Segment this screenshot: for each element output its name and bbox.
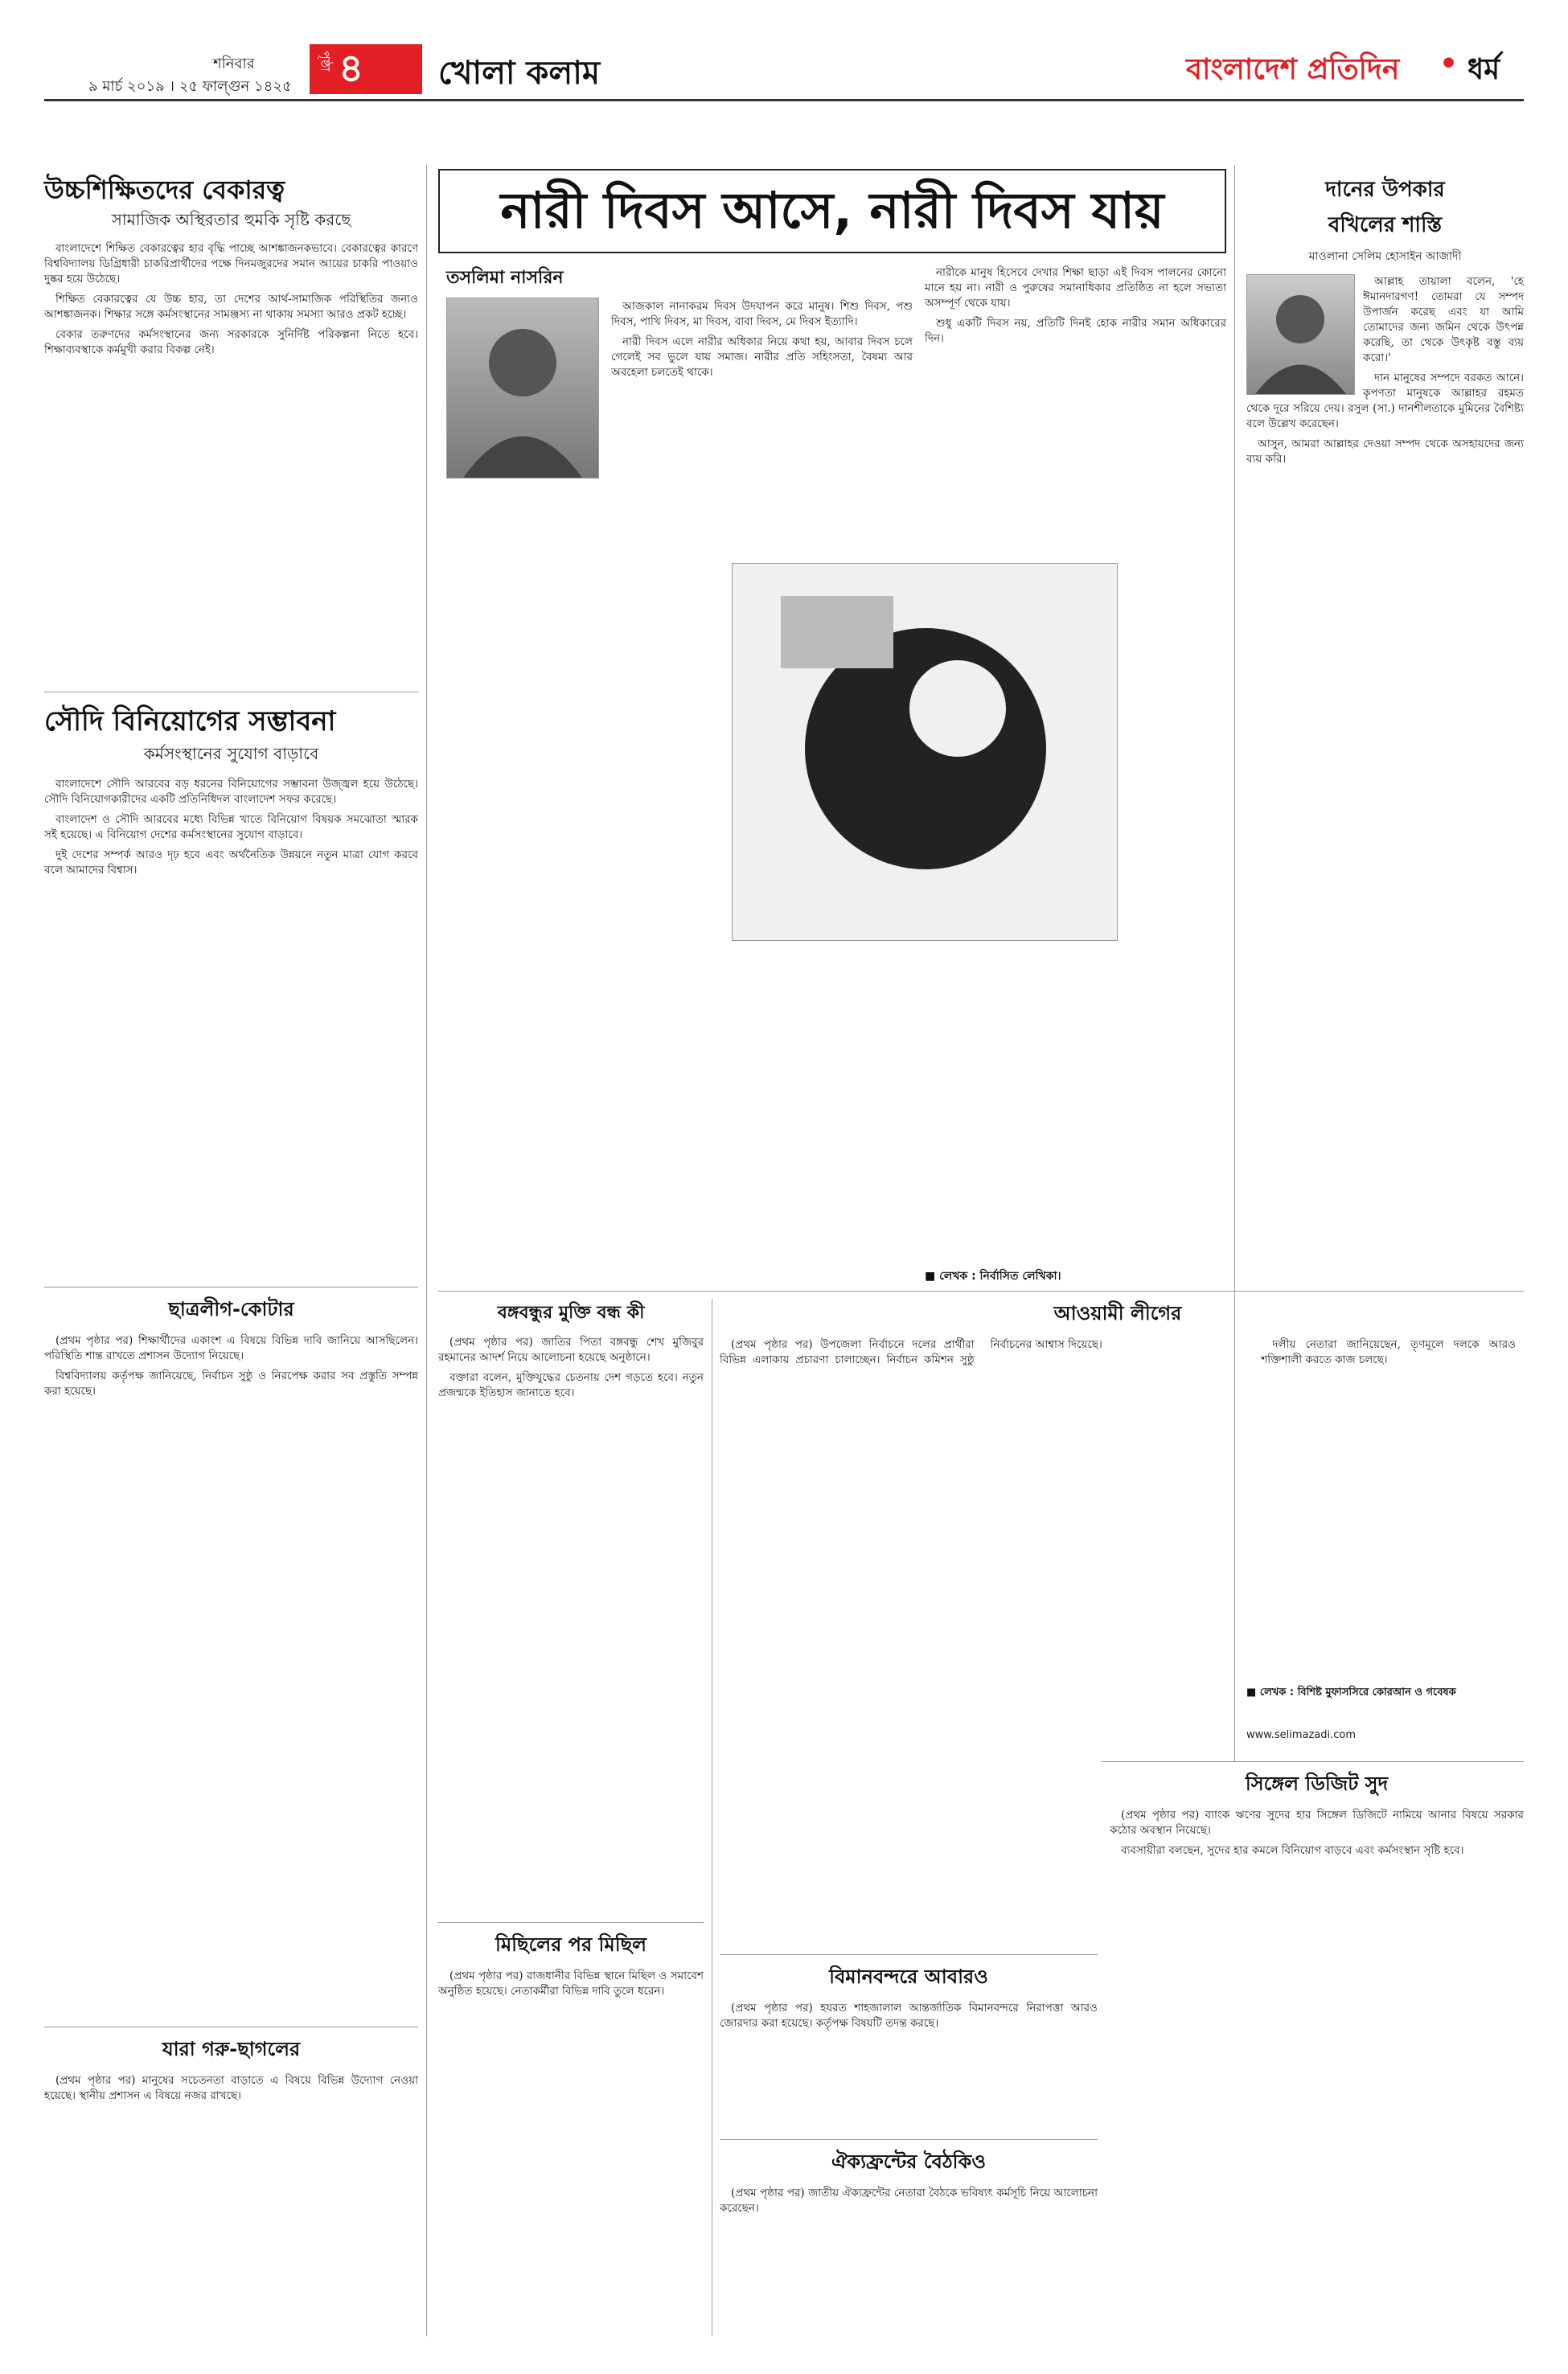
paragraph: (প্রথম পৃষ্ঠার পর) ব্যাংক ঋণের সুদের হার সিঙ্গেল ডিজিটে নামিয়ে আনার বিষয়ে সরকার কঠোর অবস্থান নিয়েছে। bbox=[1110, 1809, 1524, 1837]
article-bondho bbox=[438, 1299, 704, 1406]
article-footnote: ■ লেখক : বিশিষ্ট মুফাসসিরে কোরআন ও গবেষক bbox=[1246, 1686, 1456, 1698]
paragraph: আসুন, আমরা আল্লাহর দেওয়া সম্পদ থেকে অসহায়দের জন্য ব্যয় করি। bbox=[1246, 437, 1524, 466]
section-right: ধর্ম bbox=[1467, 53, 1500, 86]
article-footnote: ■ লেখক : নির্বাসিত লেখিকা। bbox=[925, 1270, 1061, 1283]
paragraph: শুধু একটি দিবস নয়, প্রতিটি দিনই হোক নারীর সমান অধিকারের দিন। bbox=[925, 317, 1226, 345]
article-title: বিমানবন্দরে আবারও bbox=[829, 1965, 988, 1988]
article-body bbox=[720, 1337, 1516, 1368]
article-chhatra bbox=[44, 1295, 418, 1404]
paragraph: ব্যবসায়ীরা বলছেন, সুদের হার কমলে বিনিয়োগ বাড়বে এবং কর্মসংস্থান সৃষ্টি হবে। bbox=[1121, 1844, 1464, 1857]
section-rule bbox=[720, 2139, 1098, 2140]
article-body bbox=[925, 265, 1226, 351]
section-rule bbox=[438, 1291, 1524, 1292]
paragraph: দান মানুষের সম্পদে বরকত আনে। কৃপণতা মানুষকে আল্লাহর রহমত থেকে দূরে সরিয়ে দেয়। রসুল (সা.) দানশীলতাকে মুমিনের বৈশিষ্ট্য বলে উল্লেখ করেছেন। bbox=[1246, 372, 1524, 430]
article-title: ঐক্যফ্রন্টের বৈঠকিও bbox=[831, 2150, 986, 2173]
section-rule bbox=[44, 1287, 418, 1288]
paragraph: (প্রথম পৃষ্ঠার পর) জাতির পিতা বঙ্গবন্ধু শেখ মুজিবুর রহমানের আদর্শ নিয়ে আলোচনা হয়েছে অনুষ্ঠানে। bbox=[438, 1336, 704, 1364]
article-biman bbox=[720, 1962, 1098, 2036]
article-unemployment bbox=[44, 173, 418, 363]
paragraph: আল্লাহ তায়ালা বলেন, 'হে ঈমানদারগণ! তোমরা যে সম্পদ উপার্জন করেছ এবং যা আমি তোমাদের জন্য জমিন থেকে উৎপন্ন করেছি, তা থেকে উৎকৃষ্ট বস্তু ব্যয় করো।' bbox=[1363, 275, 1524, 364]
masthead-rule bbox=[44, 99, 1524, 101]
paragraph: (প্রথম পৃষ্ঠার পর) হযরত শাহজালাল আন্তর্জাতিক বিমানবন্দরে নিরাপত্তা আরও জোরদার করা হয়েছে। কর্তৃপক্ষ বিষয়টি তদন্ত করছে। bbox=[720, 2002, 1098, 2030]
section-rule bbox=[720, 1954, 1098, 1955]
person-icon bbox=[447, 298, 598, 478]
silhouette-icon bbox=[733, 564, 1117, 940]
article-body bbox=[611, 299, 913, 385]
article-oikya bbox=[720, 2147, 1098, 2221]
person-icon bbox=[1247, 275, 1354, 394]
article-body bbox=[438, 1335, 704, 1401]
paragraph: নারী দিবস এলে নারীর অধিকার নিয়ে কথা হয়, আবার দিবস চলে গেলেই সব ভুলে যায় সমাজ। নারীর প্রতি সহিংসতা, বৈষম্য আর অবহেলা চলতেই থাকে। bbox=[611, 335, 913, 379]
article-title: বঙ্গবন্ধুর মুক্তি বন্ধ কী bbox=[497, 1303, 645, 1323]
paragraph: বাংলাদেশ ও সৌদি আরবের মধ্যে বিভিন্ন খাতে বিনিয়োগ বিষয়ক সমঝোতা স্মারক সই হয়েছে। এ বিনিয়োগ দেশের কর্মসংস্থানের সুযোগ বাড়াবে। bbox=[44, 813, 418, 841]
article-daner bbox=[1246, 173, 1524, 472]
paragraph: বাংলাদেশে শিক্ষিত বেকারত্বের হার বৃদ্ধি পাচ্ছে আশঙ্কাজনকভাবে। বেকারত্বের কারণে বিশ্ববিদ্যালয় ডিগ্রিধারী চাকরিপ্রার্থীদের পক্ষে দিনমজুরদের সমান আয়ের চাকরি পাওয়াও দুষ্কর হয়ে উঠেছে। bbox=[44, 242, 418, 285]
article-body bbox=[438, 1969, 704, 1999]
paragraph: বিশ্ববিদ্যালয় কর্তৃপক্ষ জানিয়েছে, নির্বাচন সুষ্ঠু ও নিরপেক্ষ করার সব প্রস্তুতি সম্পন্ন করা হয়েছে। bbox=[44, 1370, 418, 1398]
article-body bbox=[720, 2186, 1098, 2216]
section-rule bbox=[438, 1922, 704, 1923]
section-title: খোলা কলাম bbox=[438, 55, 601, 92]
paragraph: (প্রথম পৃষ্ঠার পর) জাতীয় ঐক্যফ্রন্টের নেতারা বৈঠকে ভবিষ্যৎ কর্মসূচি নিয়ে আলোচনা করেছেন। bbox=[720, 2187, 1098, 2215]
masthead-separator: • bbox=[1439, 47, 1459, 80]
paragraph: (প্রথম পৃষ্ঠার পর) শিক্ষার্থীদের একাংশ এ বিষয়ে বিভিন্ন দাবি জানিয়ে আসছিলেন। পরিস্থিতি শান্ত রাখতে প্রশাসন উদ্যোগ নিয়েছে। bbox=[44, 1334, 418, 1362]
article-title: দানের উপকার bbox=[1325, 178, 1445, 202]
illustration-image bbox=[732, 563, 1118, 941]
article-awami bbox=[720, 1299, 1516, 1368]
article-title-2: বখিলের শাস্তি bbox=[1328, 213, 1443, 237]
paragraph: (প্রথম পৃষ্ঠার পর) উপজেলা নির্বাচনে দলের প্রার্থীরা বিভিন্ন এলাকায় প্রচারণা চালাচ্ছেন। নির্বাচন কমিশন সুষ্ঠু নির্বাচনের আশ্বাস দিয়েছে। bbox=[720, 1338, 1102, 1366]
article-body bbox=[44, 777, 418, 878]
article-body bbox=[44, 2073, 418, 2104]
article-title: নারী দিবস আসে, নারী দিবস যায় bbox=[500, 181, 1164, 240]
article-body bbox=[44, 241, 418, 358]
page-number-badge bbox=[310, 44, 422, 94]
paragraph: (প্রথম পৃষ্ঠার পর) রাজধানীর বিভিন্ন স্থানে মিছিল ও সমাবেশ অনুষ্ঠিত হয়েছে। নেতাকর্মীরা বিভিন্ন দাবি তুলে ধরেন। bbox=[438, 1969, 704, 1998]
masthead-day: শনিবার bbox=[213, 55, 255, 72]
article-body bbox=[44, 1333, 418, 1399]
article-author: তসলিমা নাসরিন bbox=[446, 268, 564, 288]
paragraph: দলীয় নেতারা জানিয়েছেন, তৃণমূলে দলকে আরও শক্তিশালী করতে কাজ চলছে। bbox=[1261, 1338, 1516, 1366]
paragraph: আজকাল নানাকরম দিবস উদযাপন করে মানুষ। শিশু দিবস, পশু দিবস, পাখি দিবস, মা দিবস, বাবা দিবস, মে দিবস ইত্যাদি। bbox=[611, 300, 913, 328]
paragraph: (প্রথম পৃষ্ঠার পর) মানুষের সচেতনতা বাড়াতে এ বিষয়ে বিভিন্ন উদ্যোগ নেওয়া হয়েছে। স্থানীয় প্রশাসন এ বিষয়ে নজর রাখছে। bbox=[44, 2074, 418, 2102]
article-subtitle: সামাজিক অস্থিরতার হুমকি সৃষ্টি করছে bbox=[111, 210, 351, 229]
headline-box bbox=[438, 169, 1226, 253]
section-rule bbox=[1102, 1761, 1524, 1762]
article-title: যারা গরু-ছাগলের bbox=[162, 2038, 301, 2060]
author-photo bbox=[1246, 274, 1355, 395]
article-single bbox=[1110, 1769, 1524, 1863]
paragraph: বাংলাদেশে সৌদি আরবের বড় ধরনের বিনিয়োগের সম্ভাবনা উজ্জ্বল হয়ে উঠেছে। সৌদি বিনিয়োগকারীদের একটি প্রতিনিধিদল বাংলাদেশ সফর করেছে। bbox=[44, 778, 418, 806]
article-author: মাওলানা সেলিম হোসাইন আজাদী bbox=[1308, 250, 1462, 263]
masthead bbox=[44, 44, 1524, 157]
article-body bbox=[720, 2001, 1098, 2031]
paper-name-logo: বাংলাদেশ প্রতিদিন bbox=[1186, 53, 1400, 86]
article-body bbox=[1110, 1808, 1524, 1859]
article-michhil bbox=[438, 1930, 704, 2004]
article-title: ছাত্রলীগ-কোটার bbox=[168, 1298, 294, 1320]
article-title: সিঙ্গেল ডিজিট সুদ bbox=[1245, 1772, 1389, 1795]
paragraph: নারীকে মানুষ হিসেবে দেখার শিক্ষা ছাড়া এই দিবস পালনের কোনো মানে হয় না। নারী ও পুরুষের সমানাধিকার প্রতিষ্ঠিত না হলে সভ্যতা অসম্পূর্ণ থেকে যায়। bbox=[925, 266, 1226, 310]
paragraph: দুই দেশের সম্পর্ক আরও দৃঢ় হবে এবং অর্থনৈতিক উন্নয়নে নতুন মাত্রা যোগ করবে বলে আমাদের বিশ্বাস। bbox=[44, 848, 418, 877]
column-rule bbox=[426, 165, 427, 2336]
paragraph: শিক্ষিত বেকারত্বের যে উচ্চ হার, তা দেশের আর্থ-সামাজিক পরিস্থিতির জন্যও আশঙ্কাজনক। শিক্ষার সঙ্গে কর্মসংস্থানের সামঞ্জস্য না থাকায় সমস্যা আরও প্রকট হচ্ছে। bbox=[44, 293, 418, 321]
article-subtitle: কর্মসংস্থানের সুযোগ বাড়াবে bbox=[143, 744, 319, 763]
paragraph: বক্তারা বলেন, মুক্তিযুদ্ধের চেতনায় দেশ গড়তে হবে। নতুন প্রজন্মকে ইতিহাস জানাতে হবে। bbox=[438, 1371, 704, 1399]
article-jara bbox=[44, 2035, 418, 2109]
article-saudi bbox=[44, 704, 418, 883]
author-photo bbox=[446, 298, 599, 478]
masthead-date: ৯ মার্চ ২০১৯ । ২৫ ফাল্গুন ১৪২৫ bbox=[88, 78, 292, 95]
website-link[interactable]: www.selimazadi.com bbox=[1246, 1729, 1357, 1741]
page-number: ৪ bbox=[339, 46, 364, 91]
article-title: আওয়ামী লীগের bbox=[1053, 1302, 1182, 1325]
article-title: উচ্চশিক্ষিতদের বেকারত্ব bbox=[44, 175, 285, 205]
article-title: মিছিলের পর মিছিল bbox=[495, 1933, 647, 1956]
paragraph: বেকার তরুণদের কর্মসংস্থানের জন্য সরকারকে সুনির্দিষ্ট পরিকল্পনা নিতে হবে। শিক্ষাব্যবস্থাকে কর্মমুখী করার বিকল্প নেই। bbox=[44, 328, 418, 356]
article-title: সৌদি বিনিয়োগের সম্ভাবনা bbox=[44, 705, 336, 737]
column-rule bbox=[1234, 165, 1235, 1761]
page-label: পৃষ্ঠা bbox=[318, 51, 333, 72]
